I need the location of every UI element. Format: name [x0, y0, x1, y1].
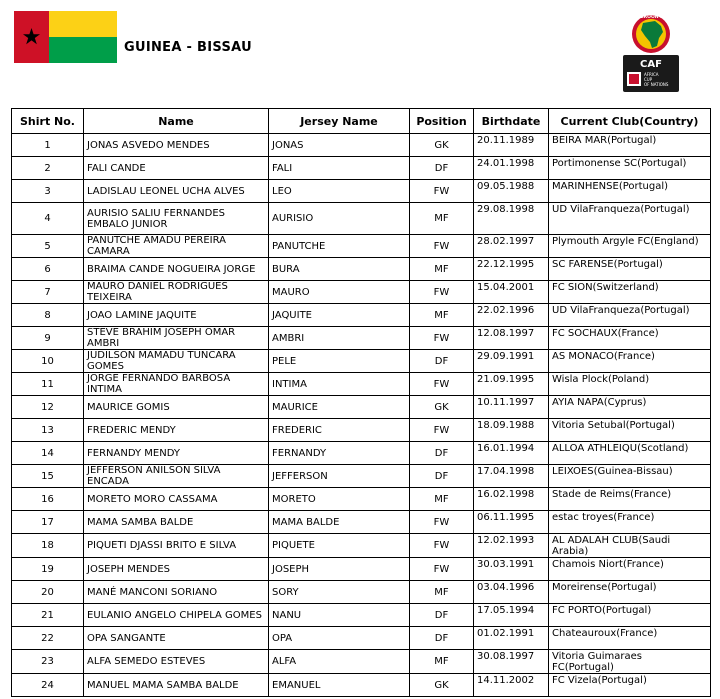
shirt-no-cell: 3: [12, 180, 84, 203]
position-cell: FW: [410, 534, 474, 558]
player-name-cell: FALI CANDE: [84, 157, 269, 180]
shirt-no-cell: 9: [12, 327, 84, 350]
birthdate-cell: 01.02.1991: [474, 627, 549, 650]
current-club-cell: BEIRA MAR(Portugal): [549, 134, 711, 157]
birthdate-cell: 22.02.1996: [474, 304, 549, 327]
table-row: [12, 396, 711, 419]
table-row: [12, 235, 711, 258]
table-row: [12, 180, 711, 203]
table-row: [12, 442, 711, 465]
current-club-cell: FC SION(Switzerland): [549, 281, 711, 304]
current-club-cell: Vitoria Setubal(Portugal): [549, 419, 711, 442]
shirt-no-cell: 15: [12, 465, 84, 488]
jersey-name-cell: AURISIO: [269, 203, 410, 235]
position-cell: DF: [410, 350, 474, 373]
shirt-no-cell: 16: [12, 488, 84, 511]
player-name-cell: MORETO MORO CASSAMA: [84, 488, 269, 511]
logo-line1: AFRICA: [644, 72, 659, 77]
player-name-cell: JUDILSON MAMADU TUNCARA GOMES: [84, 350, 269, 373]
player-name-cell: EULANIO ANGELO CHIPELA GOMES: [84, 604, 269, 627]
birthdate-cell: 15.04.2001: [474, 281, 549, 304]
table-row: [12, 488, 711, 511]
player-name-cell: BRAIMA CANDE NOGUEIRA JORGE: [84, 258, 269, 281]
position-cell: GK: [410, 674, 474, 697]
table-row: [12, 581, 711, 604]
current-club-cell: Plymouth Argyle FC(England): [549, 235, 711, 258]
logo-line2: CUP: [644, 77, 653, 82]
shirt-no-cell: 24: [12, 674, 84, 697]
team-title: GUINEA - BISSAU: [124, 40, 252, 55]
header-birthdate: Birthdate: [474, 109, 549, 134]
current-club-cell: UD VilaFranqueza(Portugal): [549, 203, 711, 235]
shirt-no-cell: 10: [12, 350, 84, 373]
jersey-name-cell: NANU: [269, 604, 410, 627]
current-club-cell: Chamois Niort(France): [549, 558, 711, 581]
shirt-no-cell: 21: [12, 604, 84, 627]
position-cell: DF: [410, 442, 474, 465]
logo-title: CAMEROON 2021: [629, 15, 673, 20]
birthdate-cell: 18.09.1988: [474, 419, 549, 442]
caf-logo-icon: [617, 8, 685, 94]
table-row: [12, 419, 711, 442]
jersey-name-cell: PANUTCHE: [269, 235, 410, 258]
shirt-no-cell: 22: [12, 627, 84, 650]
birthdate-cell: 29.08.1998: [474, 203, 549, 235]
shirt-no-cell: 2: [12, 157, 84, 180]
birthdate-cell: 17.05.1994: [474, 604, 549, 627]
player-name-cell: FERNANDY MENDY: [84, 442, 269, 465]
position-cell: FW: [410, 180, 474, 203]
position-cell: DF: [410, 627, 474, 650]
current-club-cell: AYIA NAPA(Cyprus): [549, 396, 711, 419]
current-club-cell: SC FARENSE(Portugal): [549, 258, 711, 281]
current-club-cell: FC SOCHAUX(France): [549, 327, 711, 350]
current-club-cell: AS MONACO(France): [549, 350, 711, 373]
shirt-no-cell: 19: [12, 558, 84, 581]
squad-table: [11, 108, 711, 697]
table-row: [12, 627, 711, 650]
birthdate-cell: 16.01.1994: [474, 442, 549, 465]
position-cell: FW: [410, 558, 474, 581]
current-club-cell: Chateauroux(France): [549, 627, 711, 650]
jersey-name-cell: JAQUITE: [269, 304, 410, 327]
player-name-cell: MAURICE GOMIS: [84, 396, 269, 419]
player-name-cell: JOAO LAMINE JAQUITE: [84, 304, 269, 327]
jersey-name-cell: ALFA: [269, 650, 410, 674]
jersey-name-cell: AMBRI: [269, 327, 410, 350]
jersey-name-cell: OPA: [269, 627, 410, 650]
player-name-cell: LADISLAU LEONEL UCHA ALVES: [84, 180, 269, 203]
jersey-name-cell: BURA: [269, 258, 410, 281]
position-cell: MF: [410, 258, 474, 281]
birthdate-cell: 21.09.1995: [474, 373, 549, 396]
position-cell: MF: [410, 650, 474, 674]
header-name: Name: [84, 109, 269, 134]
birthdate-cell: 28.02.1997: [474, 235, 549, 258]
player-name-cell: MAURO DANIEL RODRIGUES TEIXEIRA: [84, 281, 269, 304]
player-name-cell: ALFA SEMEDO ESTEVES: [84, 650, 269, 674]
position-cell: FW: [410, 511, 474, 534]
birthdate-cell: 20.11.1989: [474, 134, 549, 157]
current-club-cell: MARINHENSE(Portugal): [549, 180, 711, 203]
birthdate-cell: 09.05.1988: [474, 180, 549, 203]
position-cell: FW: [410, 281, 474, 304]
position-cell: FW: [410, 373, 474, 396]
jersey-name-cell: MAMA BALDE: [269, 511, 410, 534]
header-club: Current Club(Country): [549, 109, 711, 134]
shirt-no-cell: 13: [12, 419, 84, 442]
logo-line3: OF NATIONS: [644, 82, 669, 87]
player-name-cell: STEVE BRAHIM JOSEPH OMAR AMBRI: [84, 327, 269, 350]
jersey-name-cell: FALI: [269, 157, 410, 180]
birthdate-cell: 17.04.1998: [474, 465, 549, 488]
birthdate-cell: 16.02.1998: [474, 488, 549, 511]
jersey-name-cell: MAURO: [269, 281, 410, 304]
player-name-cell: PANUTCHE AMADU PEREIRA CAMARA: [84, 235, 269, 258]
shirt-no-cell: 20: [12, 581, 84, 604]
birthdate-cell: 22.12.1995: [474, 258, 549, 281]
player-name-cell: JONAS ASVEDO MENDES: [84, 134, 269, 157]
player-name-cell: MANUEL MAMA SAMBA BALDE: [84, 674, 269, 697]
position-cell: DF: [410, 465, 474, 488]
jersey-name-cell: JONAS: [269, 134, 410, 157]
shirt-no-cell: 1: [12, 134, 84, 157]
table-row: [12, 558, 711, 581]
current-club-cell: UD VilaFranqueza(Portugal): [549, 304, 711, 327]
current-club-cell: Wisla Plock(Poland): [549, 373, 711, 396]
position-cell: DF: [410, 604, 474, 627]
position-cell: DF: [410, 157, 474, 180]
flag-icon: [14, 11, 117, 63]
player-name-cell: JEFFERSON ANILSON SILVA ENCADA: [84, 465, 269, 488]
current-club-cell: Portimonense SC(Portugal): [549, 157, 711, 180]
birthdate-cell: 30.08.1997: [474, 650, 549, 674]
table-row: [12, 157, 711, 180]
position-cell: GK: [410, 396, 474, 419]
shirt-no-cell: 17: [12, 511, 84, 534]
table-row: [12, 465, 711, 488]
table-row: [12, 373, 711, 396]
position-cell: MF: [410, 203, 474, 235]
shirt-no-cell: 6: [12, 258, 84, 281]
table-row: [12, 258, 711, 281]
shirt-no-cell: 5: [12, 235, 84, 258]
shirt-no-cell: 23: [12, 650, 84, 674]
current-club-cell: Stade de Reims(France): [549, 488, 711, 511]
player-name-cell: FREDERIC MENDY: [84, 419, 269, 442]
position-cell: MF: [410, 581, 474, 604]
birthdate-cell: 29.09.1991: [474, 350, 549, 373]
player-name-cell: MAMA SAMBA BALDE: [84, 511, 269, 534]
shirt-no-cell: 14: [12, 442, 84, 465]
shirt-no-cell: 8: [12, 304, 84, 327]
player-name-cell: JOSEPH MENDES: [84, 558, 269, 581]
shirt-no-cell: 11: [12, 373, 84, 396]
jersey-name-cell: JOSEPH: [269, 558, 410, 581]
birthdate-cell: 24.01.1998: [474, 157, 549, 180]
current-club-cell: AL ADALAH CLUB(Saudi Arabia): [549, 534, 711, 558]
header-jersey-name: Jersey Name: [269, 109, 410, 134]
birthdate-cell: 12.02.1993: [474, 534, 549, 558]
player-name-cell: OPA SANGANTE: [84, 627, 269, 650]
current-club-cell: Vitoria Guimaraes FC(Portugal): [549, 650, 711, 674]
table-row: [12, 604, 711, 627]
position-cell: FW: [410, 327, 474, 350]
jersey-name-cell: EMANUEL: [269, 674, 410, 697]
birthdate-cell: 06.11.1995: [474, 511, 549, 534]
logo-org: CAF: [640, 59, 662, 70]
player-name-cell: JORGE FERNANDO BARBOSA INTIMA: [84, 373, 269, 396]
birthdate-cell: 12.08.1997: [474, 327, 549, 350]
jersey-name-cell: MORETO: [269, 488, 410, 511]
table-row: [12, 304, 711, 327]
birthdate-cell: 10.11.1997: [474, 396, 549, 419]
jersey-name-cell: LEO: [269, 180, 410, 203]
player-name-cell: AURISIO SALIU FERNANDES EMBALO JUNIOR: [84, 203, 269, 235]
player-name-cell: PIQUETI DJASSI BRITO E SILVA: [84, 534, 269, 558]
current-club-cell: estac troyes(France): [549, 511, 711, 534]
table-row: [12, 281, 711, 304]
current-club-cell: LEIXOES(Guinea-Bissau): [549, 465, 711, 488]
table-row: [12, 674, 711, 697]
position-cell: MF: [410, 488, 474, 511]
table-row: [12, 534, 711, 558]
current-club-cell: ALLOA ATHLEIQU(Scotland): [549, 442, 711, 465]
position-cell: MF: [410, 304, 474, 327]
birthdate-cell: 14.11.2002: [474, 674, 549, 697]
current-club-cell: Moreirense(Portugal): [549, 581, 711, 604]
jersey-name-cell: MAURICE: [269, 396, 410, 419]
birthdate-cell: 03.04.1996: [474, 581, 549, 604]
position-cell: FW: [410, 235, 474, 258]
shirt-no-cell: 4: [12, 203, 84, 235]
shirt-no-cell: 18: [12, 534, 84, 558]
jersey-name-cell: PIQUETE: [269, 534, 410, 558]
jersey-name-cell: PELE: [269, 350, 410, 373]
current-club-cell: FC PORTO(Portugal): [549, 604, 711, 627]
birthdate-cell: 30.03.1991: [474, 558, 549, 581]
current-club-cell: FC Vizela(Portugal): [549, 674, 711, 697]
jersey-name-cell: FERNANDY: [269, 442, 410, 465]
table-header-row: [12, 109, 711, 134]
table-row: [12, 650, 711, 674]
header-position: Position: [410, 109, 474, 134]
shirt-no-cell: 12: [12, 396, 84, 419]
jersey-name-cell: FREDERIC: [269, 419, 410, 442]
jersey-name-cell: INTIMA: [269, 373, 410, 396]
header-shirt-no: Shirt No.: [12, 109, 84, 134]
jersey-name-cell: SORY: [269, 581, 410, 604]
player-name-cell: MANÉ MANCONI SORIANO: [84, 581, 269, 604]
table-row: [12, 134, 711, 157]
table-row: [12, 350, 711, 373]
shirt-no-cell: 7: [12, 281, 84, 304]
table-row: [12, 203, 711, 235]
table-row: [12, 511, 711, 534]
position-cell: FW: [410, 419, 474, 442]
table-row: [12, 327, 711, 350]
jersey-name-cell: JEFFERSON: [269, 465, 410, 488]
position-cell: GK: [410, 134, 474, 157]
